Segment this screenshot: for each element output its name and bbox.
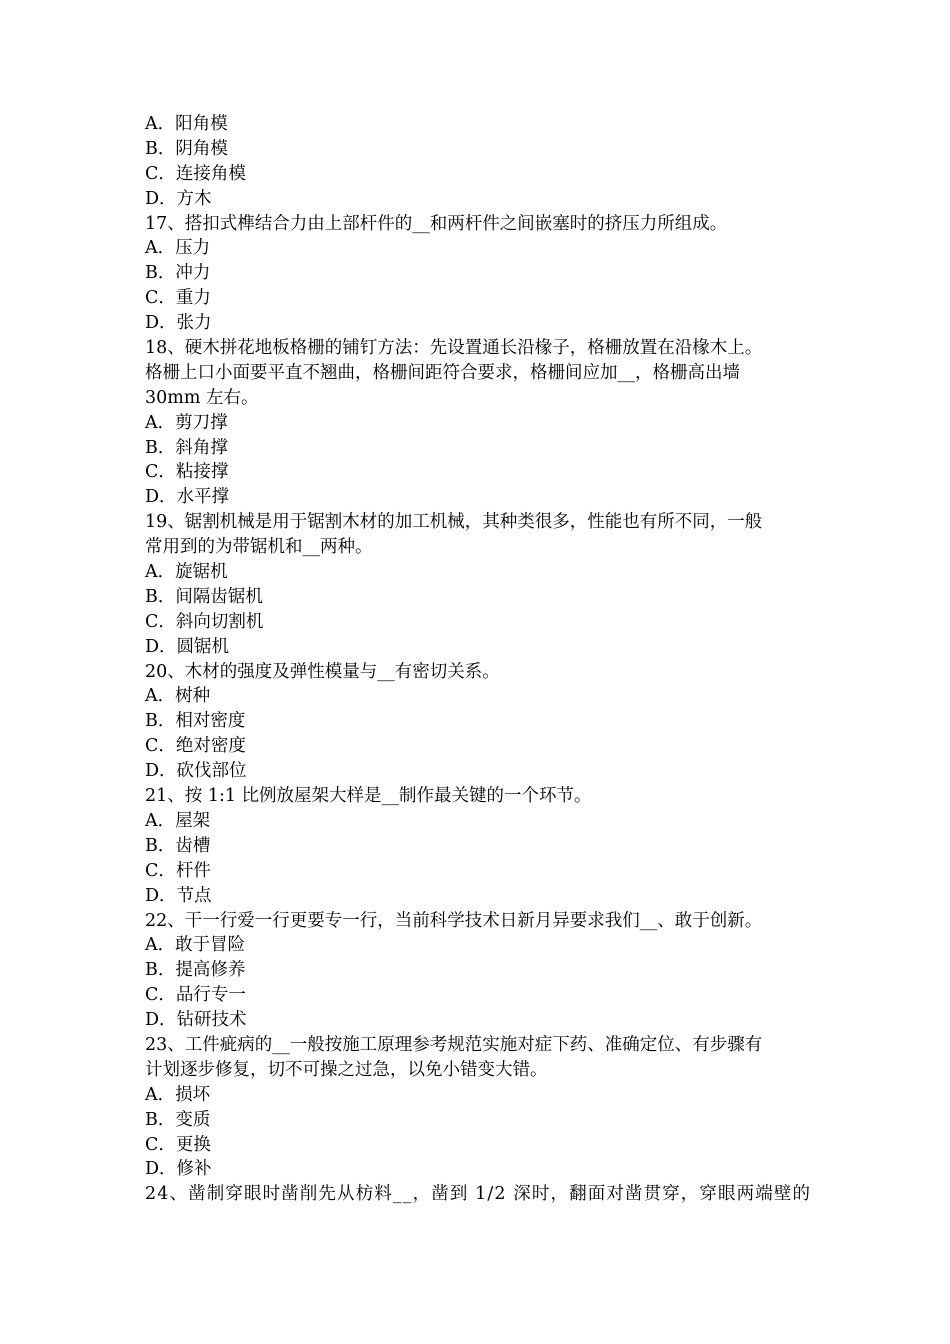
answer-option: B．相对密度	[145, 711, 246, 732]
answer-option: C．重力	[145, 288, 211, 309]
answer-option: A．敢于冒险	[145, 935, 246, 956]
answer-option: D．砍伐部位	[145, 761, 247, 782]
answer-option: A．压力	[145, 238, 211, 259]
answer-option: C．斜向切割机	[145, 611, 264, 632]
answer-option: D．水平撑	[145, 487, 230, 508]
question-text: 24、凿制穿眼时凿削先从枋料__，凿到 1/2 深时，翻面对凿贯穿，穿眼两端壁的	[145, 1184, 812, 1205]
answer-option: C．杆件	[145, 860, 211, 881]
answer-option: A．屋架	[145, 810, 211, 831]
question-text: 23、工件疵病的__一般按施工原理参考规范实施对症下药、准确定位、有步骤有	[145, 1034, 763, 1055]
answer-option: A．剪刀撑	[145, 412, 228, 433]
answer-option: B．阴角模	[145, 138, 228, 159]
answer-option: D．修补	[145, 1159, 212, 1180]
question-text: 18、硬木拼花地板格栅的铺钉方法：先设置通长沿椽子，格栅放置在沿椽木上。	[145, 338, 763, 359]
answer-option: C．更换	[145, 1134, 211, 1155]
answer-option: B．斜角撑	[145, 437, 228, 458]
answer-option: B．冲力	[145, 263, 211, 284]
question-text: 19、锯割机械是用于锯割木材的加工机械，其种类很多，性能也有所不同，一般	[145, 512, 763, 533]
answer-option: B．提高修养	[145, 960, 246, 981]
answer-option: B．间隔齿锯机	[145, 586, 263, 607]
answer-option: B．齿槽	[145, 835, 211, 856]
answer-option: A．旋锯机	[145, 562, 228, 583]
question-text: 计划逐步修复，切不可操之过急，以免小错变大错。	[145, 1059, 548, 1080]
question-text: 22、干一行爱一行更要专一行，当前科学技术日新月异要求我们__、敢于创新。	[145, 910, 763, 931]
answer-option: C．绝对密度	[145, 736, 246, 757]
question-text: 21、按 1:1 比例放屋架大样是__制作最关键的一个环节。	[145, 786, 592, 807]
answer-option: B．变质	[145, 1109, 211, 1130]
answer-option: C．品行专一	[145, 985, 246, 1006]
answer-option: D．方木	[145, 188, 212, 209]
answer-option: D．圆锯机	[145, 636, 230, 657]
question-text: 格栅上口小面要平直不翘曲，格栅间距符合要求，格栅间应加__，格栅高出墙	[145, 362, 740, 383]
question-text: 20、木材的强度及弹性模量与__有密切关系。	[145, 661, 500, 682]
answer-option: C．连接角模	[145, 163, 246, 184]
answer-option: D．节点	[145, 885, 212, 906]
answer-option: D．张力	[145, 313, 212, 334]
answer-option: D．钻研技术	[145, 1010, 247, 1031]
answer-option: A．树种	[145, 686, 211, 707]
question-text: 30mm 左右。	[145, 387, 259, 408]
question-text: 17、搭扣式榫结合力由上部杆件的__和两杆件之间嵌塞时的挤压力所组成。	[145, 213, 728, 234]
question-text: 常用到的为带锯机和__两种。	[145, 537, 373, 558]
answer-option: A．阳角模	[145, 114, 228, 134]
answer-option: C．粘接撑	[145, 462, 229, 483]
answer-option: A．损坏	[145, 1084, 211, 1105]
document-page	[145, 112, 810, 1207]
